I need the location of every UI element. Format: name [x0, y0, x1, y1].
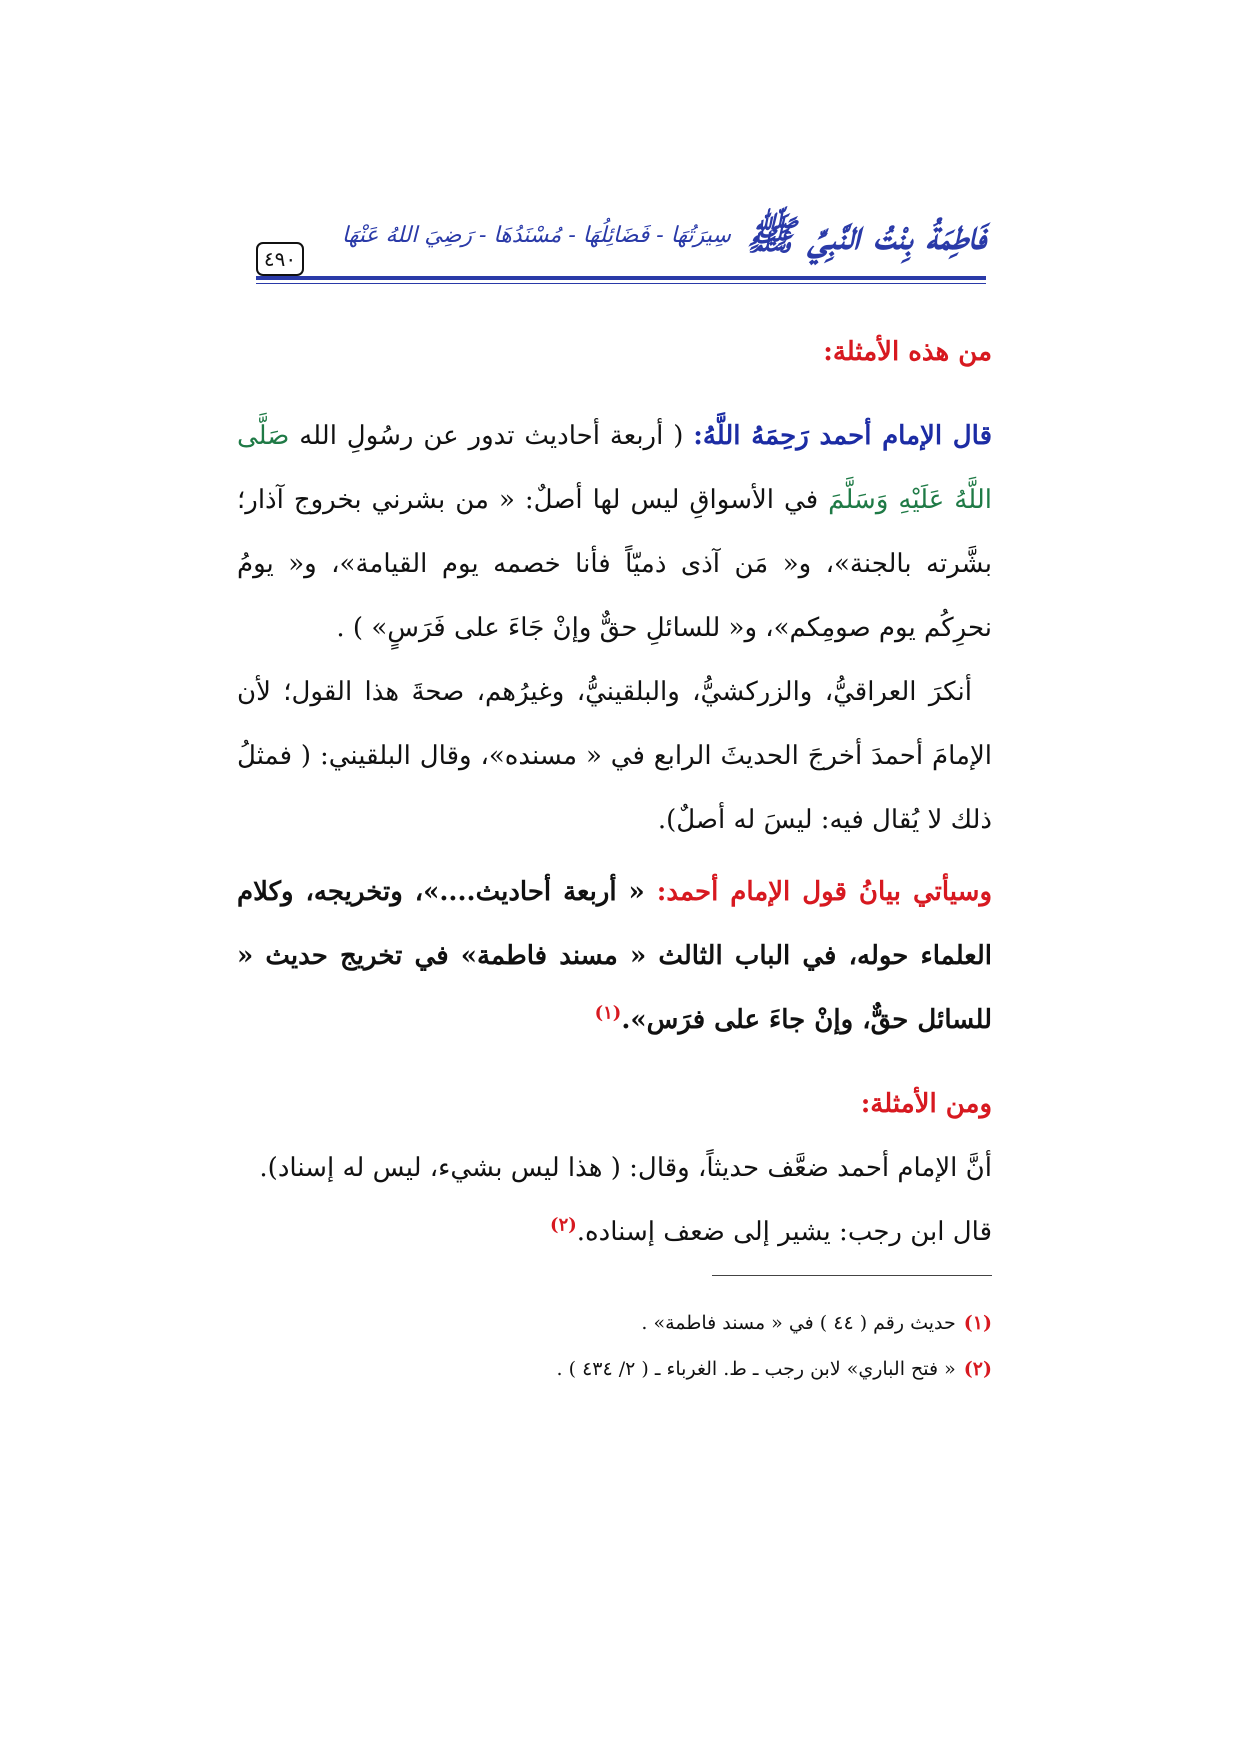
- header-rule-thin: [256, 283, 986, 284]
- paragraph-1-text-b: في الأسواقِ ليس لها أصلٌ: « من بشرني بخروج آذار؛ بشَّرته بالجنة»، و« مَن آذى ذميّاً فأنا خصمه يوم القيامة»، و« يومُ نحرِكُم يوم صومِكم»، و« للسائلِ حقٌّ وإنْ جَاءَ على فَرَسٍ» ) .: [237, 485, 992, 643]
- section-heading-2: ومن الأمثلة:: [860, 1089, 992, 1119]
- paragraph-5-text: قال ابن رجب: يشير إلى ضعف إسناده.: [576, 1217, 992, 1247]
- footnote-2: [237, 1346, 992, 1392]
- header-rule-thick: [256, 276, 986, 280]
- paragraph-1-lead: قال الإمام أحمد رَحِمَهُ اللَّهُ:: [693, 421, 992, 451]
- paragraph-5: [237, 1200, 992, 1264]
- paragraph-3-text: « أربعة أحاديث....»، وتخريجه، وكلام العلماء حوله، في الباب الثالث « مسند فاطمة» في تخريج حديث « للسائل حقٌّ، وإنْ جاءَ على فرَس».: [237, 877, 992, 1035]
- footnote-1-number: (١): [963, 1312, 992, 1334]
- footnote-ref-1[interactable]: (١): [594, 1002, 622, 1024]
- book-subtitle: سِيرَتُهَا - فَضَائِلُهَا - مُسْنَدُهَا - رَضِيَ اللهُ عَنْهَا: [341, 223, 731, 248]
- paragraph-1-text-a: ( أربعة أحاديث تدور عن رسُولِ الله: [289, 421, 694, 451]
- page-number: ٤٩٠: [256, 242, 304, 276]
- footnote-1-text: حديث رقم ( ٤٤ ) في « مسند فاطمة» .: [641, 1312, 956, 1334]
- running-title: [341, 198, 986, 273]
- paragraph-3: [237, 860, 992, 1052]
- main-text: [237, 320, 992, 1264]
- paragraph-4: أنَّ الإمام أحمد ضعَّف حديثاً، وقال: ( هذا ليس بشيء، ليس له إسناد).: [259, 1153, 992, 1183]
- footnote-2-number: (٢): [963, 1358, 992, 1380]
- footnote-2-text: « فتح الباري» لابن رجب ـ ط. الغرباء ـ ( ٢/ ٤٣٤ ) .: [556, 1358, 956, 1380]
- footnote-ref-2[interactable]: (٢): [550, 1214, 577, 1236]
- footnote-1: [237, 1300, 992, 1346]
- page-header: [256, 198, 986, 288]
- section-heading-1: من هذه الأمثلة:: [823, 337, 992, 367]
- paragraph-1: [237, 404, 992, 660]
- footnotes: [237, 1300, 992, 1392]
- footnote-separator: [712, 1275, 992, 1276]
- book-title: فَاطِمَةُ بِنْتُ النَّبِيِّ ﷺ: [746, 212, 986, 259]
- salawat-ligature: صَلَّى اللَّهُ عَلَيْهِ وَسَلَّمَ: [237, 421, 992, 515]
- paragraph-2: أنكرَ العراقيُّ، والزركشيُّ، والبلقينيُّ، وغيرُهم، صحةَ هذا القول؛ لأن الإمامَ أحمدَ أخرجَ الحديثَ الرابع في « مسنده»، وقال البلقيني: ( فمثلُ ذلك لا يُقال فيه: ليسَ له أصلٌ).: [237, 677, 992, 835]
- paragraph-3-lead: وسيأتي بيانُ قول الإمام أحمد:: [656, 877, 992, 907]
